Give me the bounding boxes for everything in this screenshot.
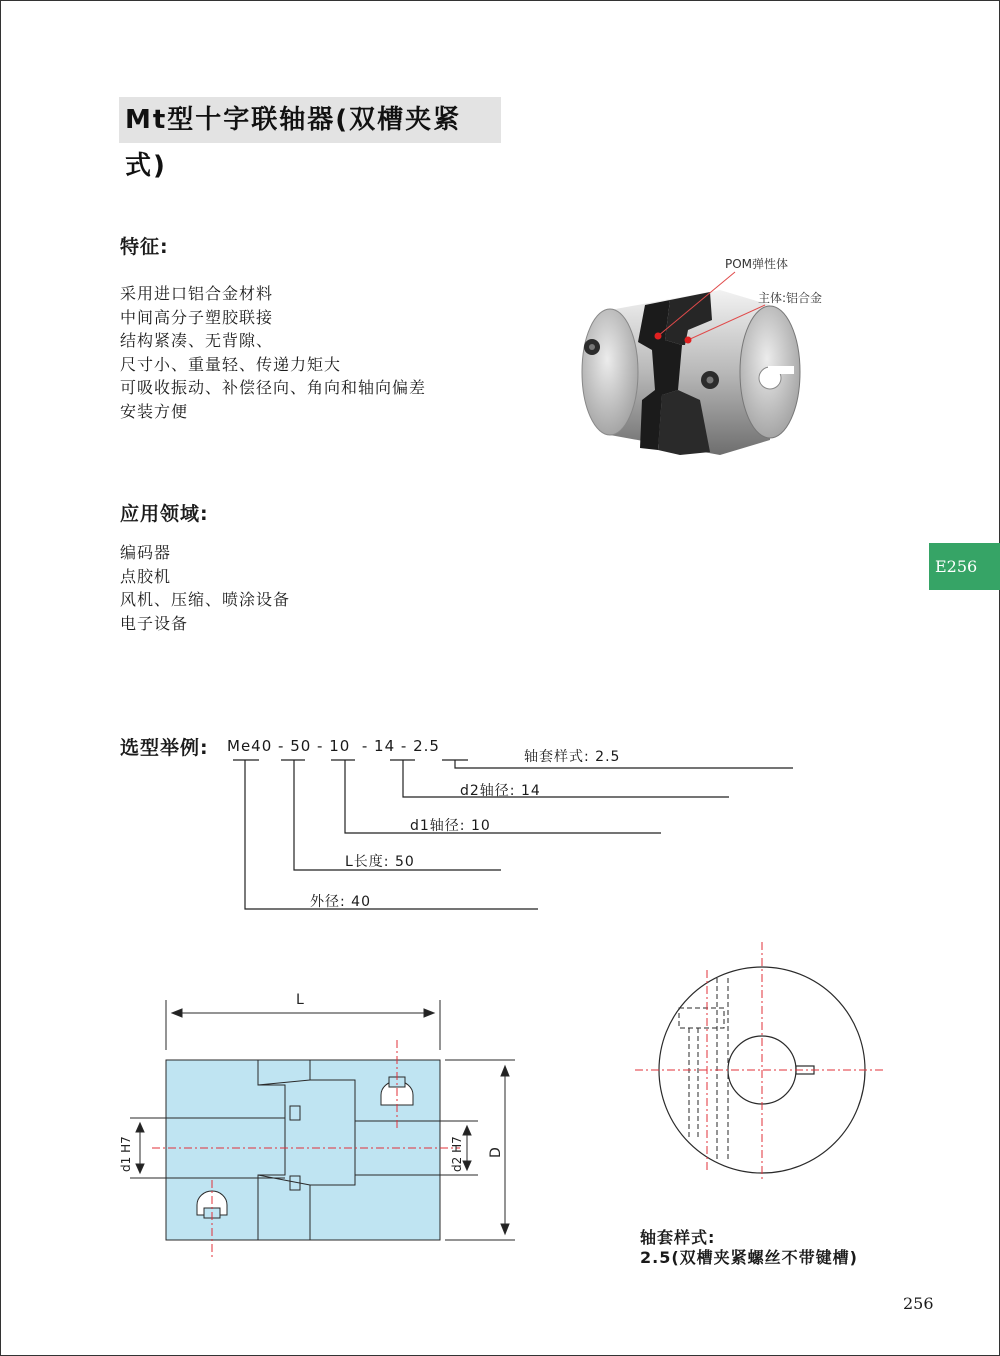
- dim-L-label: L: [296, 992, 304, 1008]
- list-item: 采用进口铝合金材料: [120, 284, 274, 303]
- selection-heading: 选型举例:: [120, 737, 209, 759]
- list-item: 尺寸小、重量轻、传递力矩大: [120, 354, 342, 374]
- dim-d1-label: d1 H7: [119, 1136, 133, 1172]
- selection-code: Me40 - 50 - 10 - 14 - 2.5: [227, 737, 440, 755]
- list-item: 电子设备: [120, 613, 189, 633]
- features-heading: 特征:: [120, 236, 169, 258]
- body-label: 主体:铝合金: [758, 291, 823, 305]
- sleeve-style-caption-text: 2.5(双槽夹紧螺丝不带键槽): [640, 1248, 858, 1267]
- d1-label: d1轴径: 10: [410, 818, 491, 834]
- list-item: 点胶机: [120, 566, 172, 586]
- end-view-drawing: [630, 940, 900, 1210]
- od-label: 外径: 40: [310, 894, 371, 910]
- list-item: 中间高分子塑胶联接: [120, 307, 274, 327]
- pom-label: POM弹性体: [725, 257, 789, 271]
- sleeve-style-label: 轴套样式: 2.5: [524, 749, 621, 765]
- side-view-drawing: [100, 980, 540, 1270]
- length-label: L长度: 50: [345, 854, 415, 870]
- d2-label: d2轴径: 14: [460, 783, 541, 799]
- page-title: Mt型十字联轴器(双槽夹紧式): [119, 97, 501, 143]
- applications-heading: 应用领域:: [120, 503, 209, 525]
- dim-d2-label: d2 H7: [450, 1136, 464, 1172]
- section-tab: E256: [929, 543, 1000, 590]
- dim-D-label: D: [488, 1147, 504, 1158]
- sleeve-style-caption-title: 轴套样式:: [640, 1228, 716, 1247]
- list-item: 安装方便: [120, 401, 189, 421]
- list-item: 风机、压缩、喷涂设备: [120, 590, 291, 609]
- list-item: 结构紧凑、无背隙、: [120, 331, 274, 350]
- page-number: 256: [903, 1294, 934, 1313]
- list-item: 编码器: [120, 543, 172, 562]
- list-item: 可吸收振动、补偿径向、角向和轴向偏差: [120, 378, 427, 397]
